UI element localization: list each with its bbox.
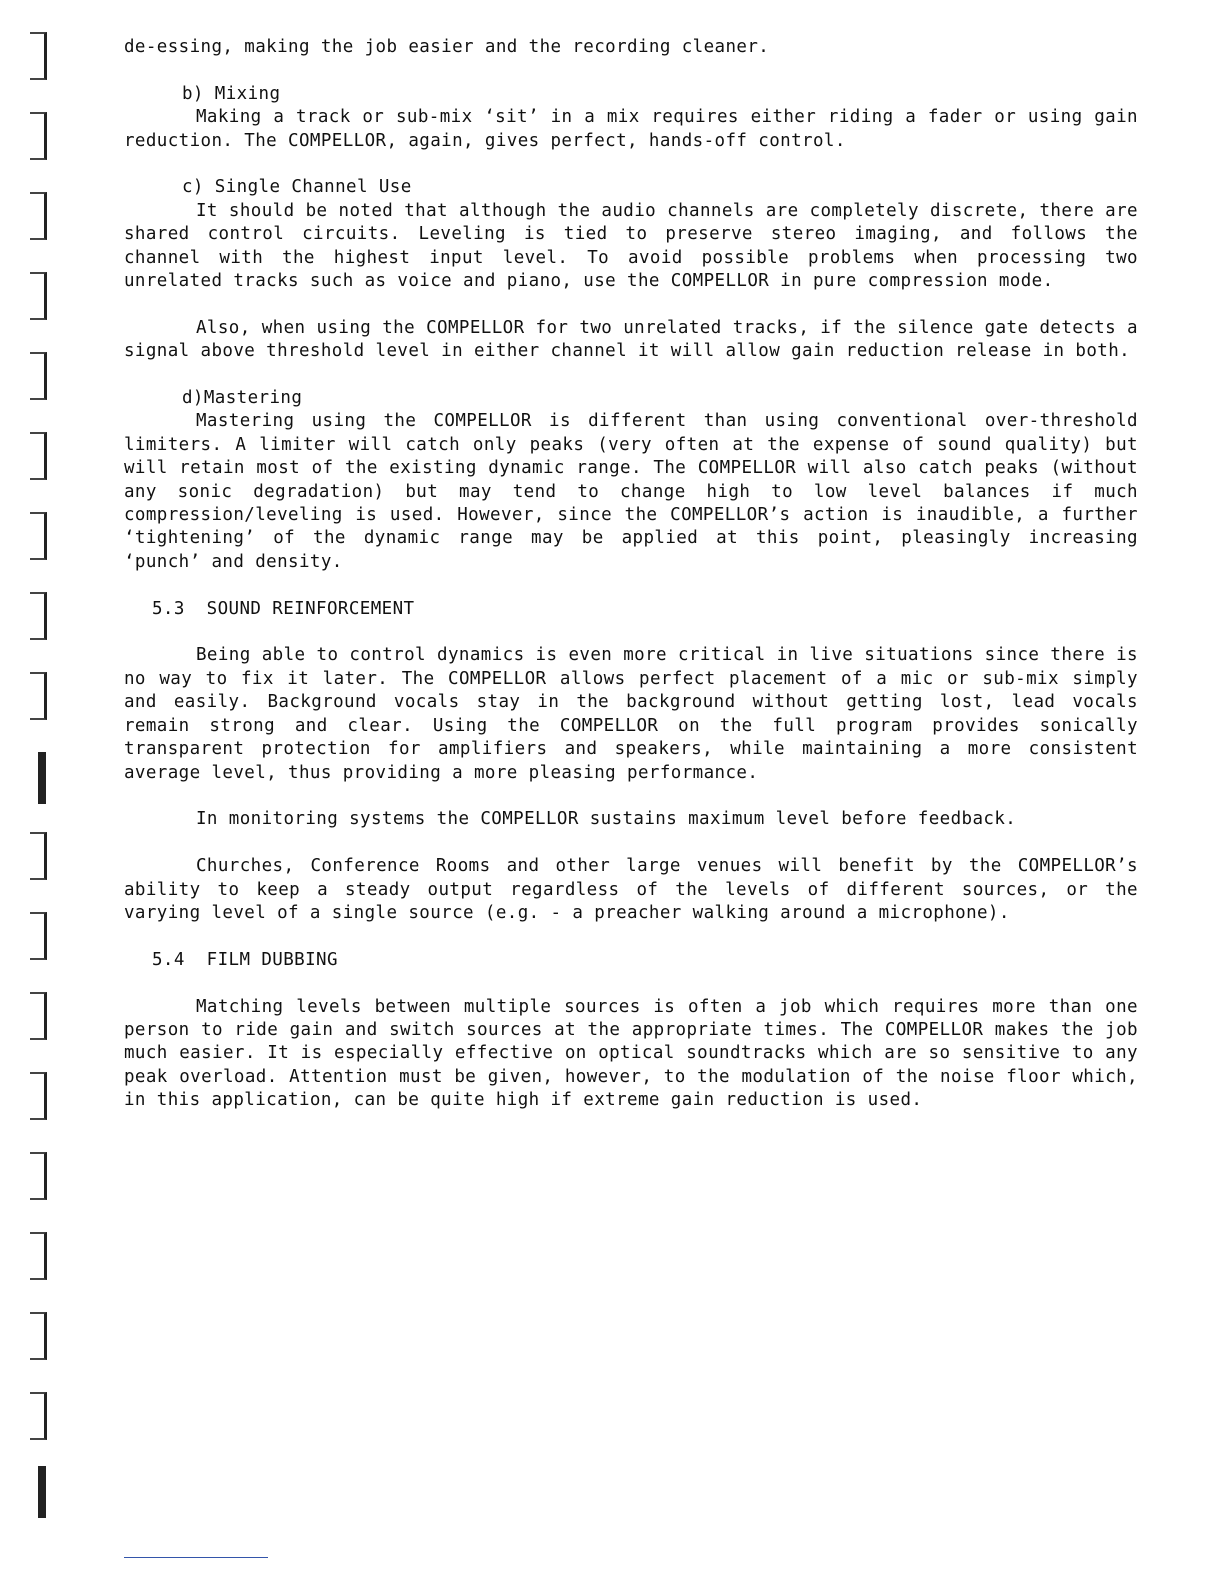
binding-bracket bbox=[30, 992, 47, 1040]
single-channel-heading: c) Single Channel Use bbox=[182, 177, 412, 198]
film-dubbing-paragraph: Matching levels between multiple sources is often a job which requires more than one person to ride gain and switch sources at the appropriate times. The COMPELLOR makes the job much easier. It is especially effective on optical soundtracks which are so sensitive to any peak overload. Attention must be given, however, to the modulation of the noise floor which, in this application, can be quite high if extreme gain reduction is used. bbox=[124, 996, 1149, 1111]
binding-bracket bbox=[30, 672, 47, 720]
binding-bracket bbox=[30, 1072, 47, 1120]
binding-hole bbox=[38, 752, 46, 804]
sound-reinforcement-paragraph: Churches, Conference Rooms and other large venues will benefit by the COMPELLOR’s ability to keep a steady output regardless of the levels of different sources, or the varying level of a single source (e.g. - a preacher walking around a microphone). bbox=[124, 856, 1149, 923]
body-text bbox=[124, 36, 1149, 1113]
binding-bracket bbox=[30, 592, 47, 640]
section-heading-sound-reinforcement: 5.3 SOUND REINFORCEMENT bbox=[152, 598, 415, 619]
binding-hole bbox=[38, 1466, 46, 1518]
binding-bracket bbox=[30, 1312, 47, 1360]
binding-bracket bbox=[30, 432, 47, 480]
lead-line: de-essing, making the job easier and the recording cleaner. bbox=[124, 37, 770, 57]
mixing-heading: b) Mixing bbox=[182, 83, 281, 104]
binding-bracket bbox=[30, 112, 47, 160]
binding-bracket bbox=[30, 272, 47, 320]
mixing-paragraph: Making a track or sub-mix ‘sit’ in a mix requires either riding a fader or using gain reduction. The COMPELLOR, again, gives perfect, hands-off control. bbox=[124, 107, 1149, 151]
binding-bracket bbox=[30, 832, 47, 880]
binding-bracket bbox=[30, 192, 47, 240]
sound-reinforcement-paragraph: In monitoring systems the COMPELLOR sustains maximum level before feedback. bbox=[196, 809, 1017, 830]
single-channel-paragraph: It should be noted that although the audio channels are completely discrete, there are shared control circuits. Leveling is tied to preserve stereo imaging, and follows the channel with the highest input level. To avoid possible problems when processing two unrelated tracks such as voice and piano, use the COMPELLOR in pure compression mode. bbox=[124, 200, 1149, 292]
sound-reinforcement-paragraph: Being able to control dynamics is even more critical in live situations since there is no way to fix it later. The COMPELLOR allows perfect placement of a mic or sub-mix simply and easily. Background vocals stay in the background without getting lost, lead vocals remain strong and clear. Using the COMPELLOR on the full program provides sonically transparent protection for amplifiers and speakers, while maintaining a more consistent average level, thus providing a more pleasing performance. bbox=[124, 645, 1149, 783]
binding-bracket bbox=[30, 912, 47, 960]
section-heading-film-dubbing: 5.4 FILM DUBBING bbox=[152, 949, 338, 970]
binding-bracket bbox=[30, 1392, 47, 1440]
footnote-rule bbox=[124, 1557, 268, 1558]
binding-bracket bbox=[30, 32, 47, 80]
binding-bracket bbox=[30, 352, 47, 400]
binding-bracket bbox=[30, 1152, 47, 1200]
binding-margin bbox=[22, 0, 62, 1584]
single-channel-paragraph: Also, when using the COMPELLOR for two unrelated tracks, if the silence gate detects a signal above threshold level in either channel it will allow gain reduction release in both. bbox=[124, 317, 1149, 362]
mastering-paragraph: Mastering using the COMPELLOR is different than using conventional over-threshold limiters. A limiter will catch only peaks (very often at the expense of sound quality) but will retain most of the existing dynamic range. The COMPELLOR will also catch peaks (without any sonic degradation) but may tend to change high to low level balances if much compression/leveling is used. However, since the COMPELLOR’s action is inaudible, a further ‘tightening’ of the dynamic range may be applied at this point, pleasingly increasing ‘punch’ and density. bbox=[124, 411, 1149, 572]
binding-bracket bbox=[30, 1232, 47, 1280]
binding-bracket bbox=[30, 512, 47, 560]
mastering-heading: d)Mastering bbox=[182, 388, 303, 409]
